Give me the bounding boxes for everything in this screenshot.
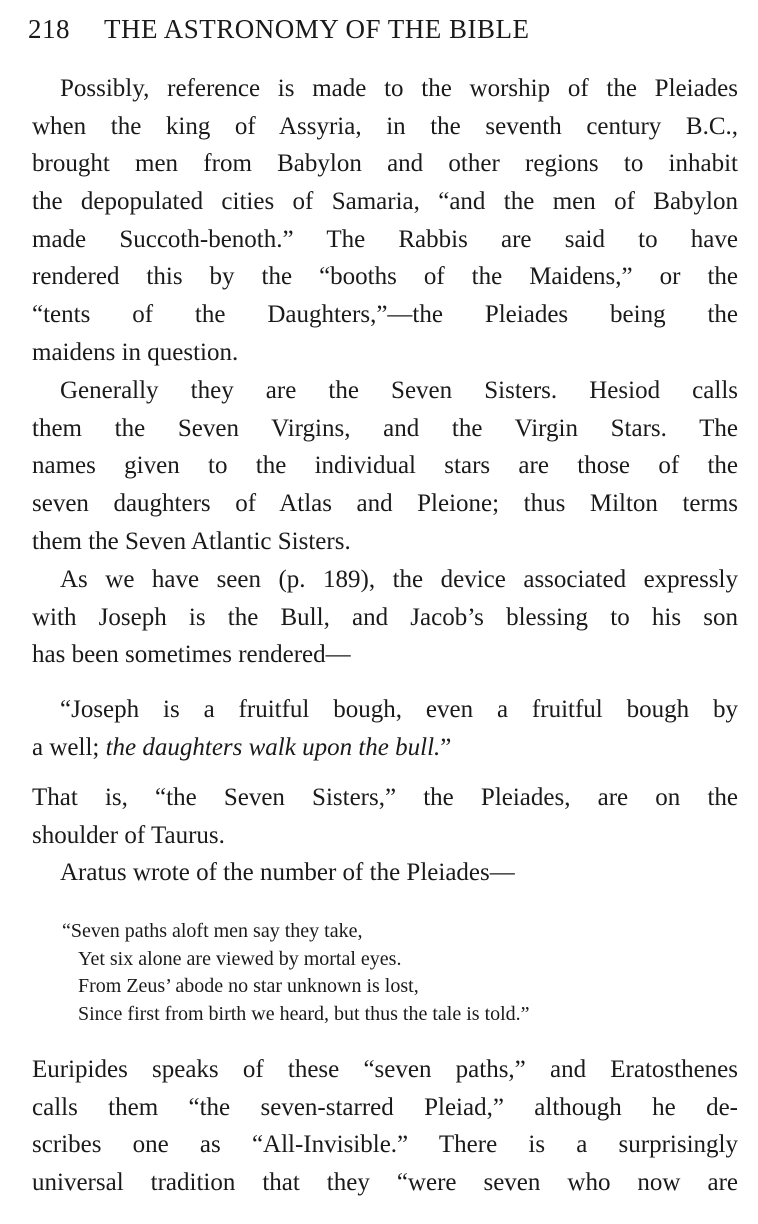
text-line: names given to the individual stars are those of the <box>32 452 738 480</box>
text-line: seven daughters of Atlas and Pleione; thus Milton terms <box>32 490 738 518</box>
poem-line: From Zeus’ abode no star unknown is lost, <box>78 975 419 998</box>
paragraph-pleiades-worship <box>32 70 738 372</box>
quote-plain-text: a well; <box>32 733 106 761</box>
text-line: scribes one as “All-Invisible.” There is a surprisingly <box>32 1131 738 1159</box>
quote-close-mark: ” <box>440 733 452 761</box>
text-line: made Succoth-benoth.” The Rabbis are said to have <box>32 225 738 253</box>
paragraph-joseph-bull <box>32 561 738 674</box>
text-line: Aratus wrote of the number of the Pleiades— <box>60 859 515 886</box>
page-number: 218 <box>28 14 70 44</box>
text-line: when the king of Assyria, in the seventh century B.C., <box>32 112 738 140</box>
paragraph-seven-sisters <box>32 372 738 560</box>
poem-line: “Seven paths aloft men say they take, <box>62 920 363 942</box>
text-line: Generally they are the Seven Sisters. Hesiod calls <box>60 377 738 404</box>
quote-italic-text: the daughters walk upon the bull. <box>105 733 441 761</box>
paragraph-taurus <box>32 779 738 854</box>
text-line: As we have seen (p. 189), the device associated expressly <box>60 566 738 593</box>
paragraph-aratus <box>32 854 738 892</box>
aratus-poem <box>62 918 732 1029</box>
text-line: has been sometimes rendered— <box>32 641 351 669</box>
running-header <box>28 14 728 48</box>
poem-line: Since first from birth we heard, but thus the tale is told.” <box>78 1003 530 1026</box>
running-title: THE ASTRONOMY OF THE BIBLE <box>104 14 530 44</box>
text-line: brought men from Babylon and other regions to inhabit <box>32 150 738 178</box>
text-line: the depopulated cities of Samaria, “and the men of Babylon <box>32 188 738 216</box>
quote-line: “Joseph is a fruitful bough, even a fruitful bough by <box>60 696 738 723</box>
block-quote <box>32 691 738 766</box>
text-line: rendered this by the “booths of the Maidens,” or the <box>32 263 738 291</box>
text-line: Euripides speaks of these “seven paths,” and Eratosthenes <box>32 1056 738 1083</box>
text-line: Possibly, reference is made to the worship of the Pleiades <box>60 75 738 102</box>
text-line: That is, “the Seven Sisters,” the Pleiades, are on the <box>32 784 738 811</box>
text-line: them the Seven Virgins, and the Virgin Stars. The <box>32 414 738 442</box>
text-line: maidens in question. <box>32 338 239 366</box>
text-line: calls them “the seven-starred Pleiad,” although he de- <box>32 1093 738 1121</box>
text-line: with Joseph is the Bull, and Jacob’s blessing to his son <box>32 603 738 631</box>
paragraph-euripides <box>32 1051 738 1202</box>
text-line: them the Seven Atlantic Sisters. <box>32 527 351 555</box>
quote-line <box>32 729 738 767</box>
text-line: universal tradition that they “were seven who now are <box>32 1169 738 1197</box>
poem-line: Yet six alone are viewed by mortal eyes. <box>78 947 402 970</box>
text-line: shoulder of Taurus. <box>32 821 225 849</box>
text-line: “tents of the Daughters,”—the Pleiades being the <box>32 301 738 329</box>
